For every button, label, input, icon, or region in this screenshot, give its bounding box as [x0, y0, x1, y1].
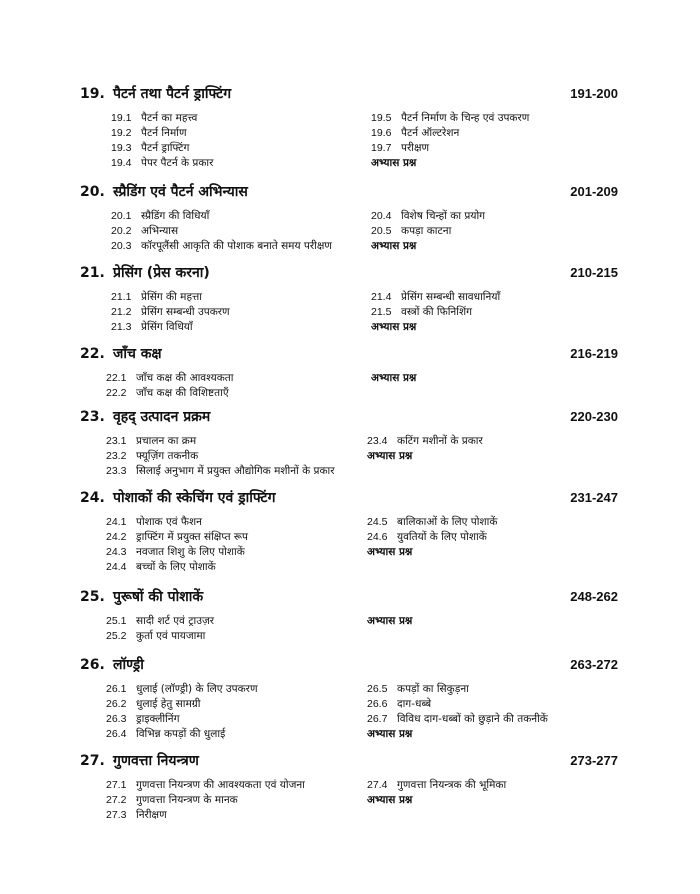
- subtopic-text: गुणवत्ता नियन्त्रक की भूमिका: [397, 779, 507, 791]
- subtopic-text: वस्त्रों की फिनिशिंग: [401, 306, 473, 318]
- subtopic-item: [111, 111, 213, 126]
- subtopic-number: 21.4: [371, 291, 392, 303]
- subtopic-text: प्रचालन का क्रम: [136, 435, 197, 447]
- subtopic-text: पोशाक एवं फैशन: [136, 516, 202, 528]
- subtopic-item: [106, 808, 305, 823]
- chapter-number: 27.: [80, 753, 105, 769]
- subtopic-item: [106, 386, 233, 401]
- subtopic-text: अभ्यास प्रश्न: [367, 615, 413, 627]
- subtopic-item: [367, 530, 497, 545]
- subtopic-text: सादी शर्ट एवं ट्राउज़र: [136, 615, 215, 627]
- subtopic-text: दाग-धब्बे: [397, 698, 432, 710]
- subtopic-number: 27.4: [367, 779, 388, 791]
- subtopics-left-column: [106, 778, 305, 823]
- subtopics-right-column: [367, 614, 412, 629]
- subtopic-item: [106, 464, 335, 479]
- subtopic-text: अभ्यास प्रश्न: [367, 728, 413, 740]
- subtopic-text: ड्राफ्टिंग में प्रयुक्त संक्षिप्त रूप: [136, 531, 249, 543]
- subtopic-item: [367, 434, 483, 449]
- subtopic-number: 23.1: [106, 435, 127, 447]
- chapter-number: 23.: [80, 409, 105, 425]
- subtopic-number: 19.5: [371, 112, 392, 124]
- subtopic-number: 20.2: [111, 225, 132, 237]
- subtopic-number: 27.1: [106, 779, 127, 791]
- chapter-title: गुणवत्ता नियन्त्रण: [113, 753, 199, 769]
- exercise-questions-item: [371, 371, 416, 386]
- chapter-number: 22.: [80, 346, 105, 362]
- subtopic-text: प्रेसिंग विधियाँ: [141, 321, 193, 333]
- subtopic-item: [367, 682, 548, 697]
- subtopic-text: कटिंग मशीनों के प्रकार: [397, 435, 483, 447]
- subtopic-text: स्प्रैडिंग की विधियाँ: [141, 210, 210, 222]
- subtopic-number: 24.4: [106, 561, 127, 573]
- subtopics-right-column: [367, 515, 497, 560]
- subtopic-text: पैटर्न निर्माण के चिन्ह एवं उपकरण: [401, 112, 530, 124]
- subtopic-text: परीक्षण: [401, 142, 430, 154]
- chapter-page-range: 191-200: [570, 86, 618, 101]
- subtopic-number: 19.1: [111, 112, 132, 124]
- subtopic-item: [106, 614, 214, 629]
- subtopic-number: 26.1: [106, 683, 127, 695]
- exercise-questions-item: [367, 449, 483, 464]
- subtopic-item: [106, 727, 258, 742]
- subtopic-number: 24.2: [106, 531, 127, 543]
- subtopic-item: [111, 224, 332, 239]
- subtopic-number: 19.2: [111, 127, 132, 139]
- subtopic-item: [371, 209, 485, 224]
- subtopic-text: बालिकाओं के लिए पोशाकें: [397, 516, 498, 528]
- subtopics-right-column: [371, 209, 485, 254]
- subtopic-text: पैटर्न निर्माण: [141, 127, 187, 139]
- chapter-page-range: 248-262: [570, 589, 618, 604]
- subtopic-text: पैटर्न का महत्त्व: [141, 112, 198, 124]
- subtopic-number: 23.4: [367, 435, 388, 447]
- subtopics-left-column: [111, 111, 213, 171]
- subtopic-text: विभिन्न कपड़ों की धुलाई: [136, 728, 226, 740]
- subtopic-text: कपड़ा काटना: [401, 225, 452, 237]
- chapter-number: 20.: [80, 184, 105, 200]
- subtopic-item: [106, 712, 258, 727]
- subtopic-number: 19.6: [371, 127, 392, 139]
- subtopic-number: 21.5: [371, 306, 392, 318]
- subtopic-text: विशेष चिन्हों का प्रयोग: [401, 210, 486, 222]
- subtopic-number: 26.3: [106, 713, 127, 725]
- subtopic-text: प्रेसिंग सम्बन्धी उपकरण: [141, 306, 230, 318]
- chapter-number: 19.: [80, 86, 105, 102]
- subtopic-item: [106, 545, 248, 560]
- subtopic-item: [106, 682, 258, 697]
- subtopic-item: [367, 712, 548, 727]
- subtopic-text: अभ्यास प्रश्न: [367, 794, 413, 806]
- subtopic-number: 24.1: [106, 516, 127, 528]
- subtopic-number: 26.6: [367, 698, 388, 710]
- exercise-questions-item: [371, 239, 485, 254]
- subtopic-number: 19.3: [111, 142, 132, 154]
- subtopic-item: [111, 290, 230, 305]
- subtopic-text: बच्चों के लिए पोशाकें: [136, 561, 216, 573]
- subtopic-text: जाँच कक्ष की विशिष्टताएँ: [136, 387, 229, 399]
- chapter-page-range: 210-215: [570, 265, 618, 280]
- subtopic-item: [111, 305, 230, 320]
- subtopic-text: कपड़ों का सिकुड़ना: [397, 683, 469, 695]
- subtopic-text: विविध दाग-धब्बों को छुड़ाने की तकनीकें: [397, 713, 548, 725]
- subtopics-left-column: [106, 515, 248, 575]
- subtopic-item: [106, 434, 335, 449]
- subtopic-number: 23.3: [106, 465, 127, 477]
- subtopics-right-column: [371, 111, 529, 171]
- exercise-questions-item: [367, 545, 497, 560]
- subtopic-item: [106, 793, 305, 808]
- subtopic-text: ड्राइक्लीनिंग: [136, 713, 180, 725]
- subtopic-number: 21.2: [111, 306, 132, 318]
- subtopic-item: [106, 697, 258, 712]
- subtopic-number: 20.1: [111, 210, 132, 222]
- subtopic-number: 25.1: [106, 615, 127, 627]
- chapter-title: प्रेसिंग (प्रेस करना): [113, 265, 210, 281]
- subtopic-text: गुणवत्ता नियन्त्रण की आवश्यकता एवं योजना: [136, 779, 305, 791]
- subtopic-number: 22.2: [106, 387, 127, 399]
- subtopic-number: 19.7: [371, 142, 392, 154]
- exercise-questions-item: [367, 614, 412, 629]
- subtopics-right-column: [367, 682, 548, 742]
- subtopics-left-column: [106, 682, 258, 742]
- chapter-title: लॉण्ड्री: [113, 657, 144, 673]
- subtopic-text: युवतियों के लिए पोशाकें: [397, 531, 487, 543]
- chapter-number: 26.: [80, 657, 105, 673]
- subtopic-text: धुलाई हेतु सामग्री: [136, 698, 201, 710]
- subtopic-number: 20.5: [371, 225, 392, 237]
- subtopic-item: [371, 224, 485, 239]
- subtopic-number: 27.2: [106, 794, 127, 806]
- subtopic-item: [106, 515, 248, 530]
- subtopic-item: [106, 530, 248, 545]
- subtopic-item: [106, 778, 305, 793]
- chapter-page-range: 231-247: [570, 490, 618, 505]
- chapter-title: जाँच कक्ष: [113, 346, 162, 362]
- subtopics-left-column: [106, 371, 233, 401]
- subtopic-text: अभिन्यास: [141, 225, 179, 237]
- chapter-page-range: 273-277: [570, 753, 618, 768]
- subtopic-text: अभ्यास प्रश्न: [371, 240, 417, 252]
- subtopic-item: [111, 209, 332, 224]
- subtopic-text: कुर्ता एवं पायजामा: [136, 630, 206, 642]
- chapter-title: वृहद् उत्पादन प्रक्रम: [113, 409, 211, 425]
- subtopic-item: [111, 156, 213, 171]
- subtopic-number: 20.3: [111, 240, 132, 252]
- subtopics-right-column: [367, 778, 506, 808]
- subtopics-right-column: [371, 290, 500, 335]
- subtopic-number: 24.5: [367, 516, 388, 528]
- subtopics-right-column: [367, 434, 483, 464]
- subtopic-number: 25.2: [106, 630, 127, 642]
- subtopic-item: [111, 239, 332, 254]
- chapter-title: स्प्रैडिंग एवं पैटर्न अभिन्यास: [113, 184, 248, 200]
- subtopic-text: अभ्यास प्रश्न: [367, 450, 413, 462]
- subtopic-number: 22.1: [106, 372, 127, 384]
- subtopic-item: [371, 111, 529, 126]
- subtopic-text: नवजात शिशु के लिए पोशाकें: [136, 546, 245, 558]
- subtopic-item: [111, 126, 213, 141]
- subtopic-text: फ्यूज़िंग तकनीक: [136, 450, 199, 462]
- chapter-page-range: 220-230: [570, 409, 618, 424]
- subtopic-text: पैटर्न ऑल्टरेशन: [401, 127, 460, 139]
- subtopic-item: [367, 697, 548, 712]
- subtopic-text: प्रेसिंग की महत्ता: [141, 291, 202, 303]
- subtopic-text: गुणवत्ता नियन्त्रण के मानक: [136, 794, 238, 806]
- chapter-page-range: 216-219: [570, 346, 618, 361]
- subtopic-number: 23.2: [106, 450, 127, 462]
- chapter-number: 24.: [80, 490, 105, 506]
- subtopic-item: [367, 515, 497, 530]
- exercise-questions-item: [371, 156, 529, 171]
- chapter-title: पोशाकों की स्केचिंग एवं ड्राफ्टिंग: [113, 490, 276, 506]
- subtopic-item: [111, 320, 230, 335]
- subtopic-text: अभ्यास प्रश्न: [371, 372, 417, 384]
- chapter-title: पैटर्न तथा पैटर्न ड्राफ्टिंग: [113, 86, 232, 102]
- subtopic-text: सिलाई अनुभाग में प्रयुक्त औद्योगिक मशीनों के प्रकार: [136, 465, 335, 477]
- subtopic-number: 26.4: [106, 728, 127, 740]
- subtopic-item: [371, 126, 529, 141]
- subtopic-number: 19.4: [111, 157, 132, 169]
- subtopic-number: 26.2: [106, 698, 127, 710]
- subtopics-left-column: [106, 614, 214, 644]
- subtopic-text: पेपर पैटर्न के प्रकार: [141, 157, 214, 169]
- exercise-questions-item: [371, 320, 500, 335]
- subtopic-number: 21.3: [111, 321, 132, 333]
- subtopic-number: 21.1: [111, 291, 132, 303]
- subtopics-left-column: [111, 290, 230, 335]
- subtopic-item: [106, 629, 214, 644]
- subtopic-text: अभ्यास प्रश्न: [371, 157, 417, 169]
- subtopic-text: प्रेसिंग सम्बन्धी सावधानियाँ: [401, 291, 501, 303]
- subtopics-left-column: [106, 434, 335, 479]
- chapter-title: पुरूषों की पोशाकें: [113, 589, 204, 605]
- subtopic-number: 20.4: [371, 210, 392, 222]
- subtopics-right-column: [371, 371, 416, 386]
- chapter-number: 21.: [80, 265, 105, 281]
- subtopic-item: [106, 449, 335, 464]
- subtopic-number: 26.7: [367, 713, 388, 725]
- subtopic-item: [106, 560, 248, 575]
- subtopic-number: 26.5: [367, 683, 388, 695]
- subtopic-text: जाँच कक्ष की आवश्यकता: [136, 372, 234, 384]
- chapter-page-range: 201-209: [570, 184, 618, 199]
- subtopic-text: अभ्यास प्रश्न: [367, 546, 413, 558]
- subtopic-text: अभ्यास प्रश्न: [371, 321, 417, 333]
- subtopic-text: कॉरपूलैंसी आकृति की पोशाक बनाते समय परीक्षण: [141, 240, 332, 252]
- subtopic-item: [371, 305, 500, 320]
- subtopic-item: [371, 290, 500, 305]
- exercise-questions-item: [367, 793, 506, 808]
- subtopics-left-column: [111, 209, 332, 254]
- subtopic-item: [106, 371, 233, 386]
- subtopic-number: 24.3: [106, 546, 127, 558]
- chapter-number: 25.: [80, 589, 105, 605]
- chapter-page-range: 263-272: [570, 657, 618, 672]
- subtopic-item: [371, 141, 529, 156]
- subtopic-number: 24.6: [367, 531, 388, 543]
- subtopic-text: निरीक्षण: [136, 809, 167, 821]
- subtopic-item: [367, 778, 506, 793]
- exercise-questions-item: [367, 727, 548, 742]
- subtopic-text: धुलाई (लॉण्ड्री) के लिए उपकरण: [136, 683, 258, 695]
- subtopic-number: 27.3: [106, 809, 127, 821]
- subtopic-text: पैटर्न ड्राफ्टिंग: [141, 142, 190, 154]
- subtopic-item: [111, 141, 213, 156]
